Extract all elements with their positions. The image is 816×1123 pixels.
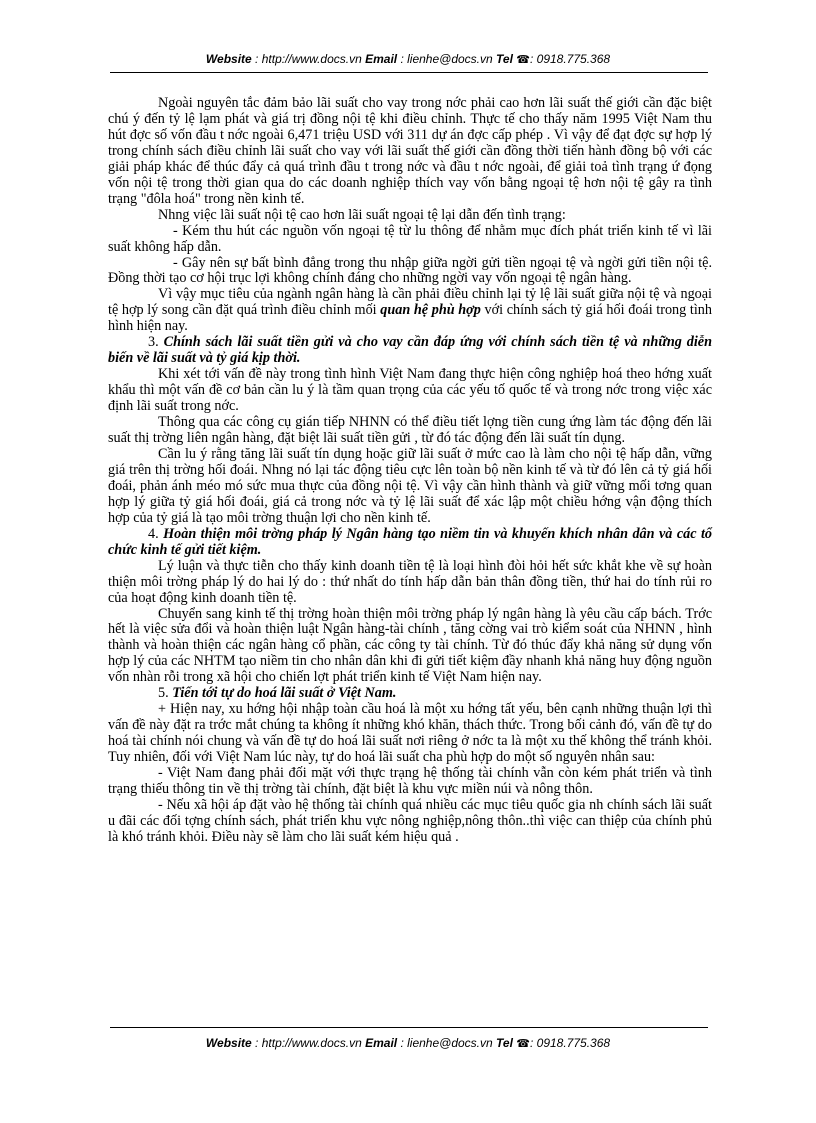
paragraph	[108, 287, 712, 335]
paragraph: + Hiện nay, xu hớng hội nhập toàn cầu hoá là một xu hớng tất yếu, bên cạnh những thuận lợi thì vấn đề này đặt ra trớc mắt chúng ta không ít những khó khăn, thách thức. Trong bối cảnh đó, vấn đề tự do hoá tài chính nói chung và vấn đề tự do hoá lãi suất nơi riêng ở nớc ta là một xu thế không thể tránh khỏi. Tuy nhiên, đối với Việt Nam lúc này, tự do hoá lãi suất cha phù hợp do một số nguyên nhân sau:	[108, 701, 712, 766]
paragraph: Chuyển sang kinh tế thị trờng hoàn thiện môi trờng pháp lý ngân hàng là yêu cầu cấp bách. Trớc hết là việc sửa đổi và hoàn thiện luật Ngân hàng-tài chính , tăng cờng vai trò kiểm soát của NHNN , hình thành và hoàn thiện các ngân hàng cổ phần, các công ty tài chính. Từ đó thúc đẩy khả năng sử dụng vốn hợp lý của các NHTM tạo niềm tin cho nhân dân khi đi gửi tiết kiệm đầy nhanh khả năng huy động nguồn vốn nhàn rỗi trong xã hội cho chiến lợt phát triển kinh tế Việt Nam hiện nay.	[108, 605, 712, 686]
footer-email-address: : lienhe@docs.vn	[397, 1036, 497, 1050]
header-website-url: : http://www.docs.vn	[251, 52, 366, 66]
phone-icon: ☎	[516, 1038, 530, 1050]
section-number: 5.	[158, 685, 173, 702]
paragraph-text: với chính sách tỷ giá hối đoái trong tình hình hiện nay.	[108, 302, 712, 335]
footer-rule	[110, 1027, 708, 1028]
footer-tel-label: Tel	[496, 1036, 513, 1050]
section-number: 4.	[148, 525, 164, 542]
paragraph: Lý luận và thực tiễn cho thấy kinh doanh tiền tệ là loại hình đòi hỏi hết sức khắt khe về sự hoàn thiện môi trờng pháp lý do hai lý do : thứ nhất do tính hấp dẫn bản thân đồng tiền, thứ hai do tính rủi ro của hoạt động kinh doanh tiền tệ.	[108, 557, 712, 606]
bullet-paragraph: - Nếu xã hội áp đặt vào hệ thống tài chính quá nhiều các mục tiêu quốc gia nh chính sách lãi suất u đãi các đối tợng chính sách, phát triển khu vực nông nghiệp,nông thôn..thì việc can thiệp của chính phủ là khó tránh khỏi. Điều này sẽ làm cho lãi suất kém hiệu quả .	[108, 796, 712, 845]
section-heading-3	[108, 335, 712, 367]
bullet-paragraph: - Việt Nam đang phải đối mặt với thực trạng hệ thống tài chính vẫn còn kém phát triển và tình trạng thiếu thông tin về thị trờng tài chính, đặt biệt là khu vực miền núi và nông thôn.	[108, 765, 712, 797]
header-tel-number: : 0918.775.368	[529, 52, 611, 66]
bullet-paragraph: - Gây nên sự bất bình đẳng trong thu nhập giữa ngời gửi tiền ngoại tệ và ngời gửi tiền nội tệ. Đồng thời tạo cơ hội trục lợi không chính đáng cho những ngời vay vốn ngoại tệ ngân hàng.	[108, 254, 712, 287]
page-header	[0, 52, 816, 66]
header-rule	[110, 72, 708, 73]
paragraph: Cần lu ý rằng tăng lãi suất tín dụng hoặc giữ lãi suất ở mức cao là làm cho nội tệ hấp dẫn, vững giá trên thị trờng hối đoái. Nhng nó lại tác động tiêu cực lên toàn bộ nền kinh tế và từ đó lên cả tỷ giá hối đoái, phản ánh méo mó sức mua thực của đồng nội tệ. Vì vậy cần hình thành và giữ vững mối tơng quan hợp lý giữa tỷ giá hối đoái, giá cả trong nớc và tỷ lệ lãi suất để xác lập một chiều hớng vận động thích hợp của tỷ giá là tạo môi trờng thuận lợi cho nền kinh tế.	[108, 445, 712, 526]
header-email-address: : lienhe@docs.vn	[397, 52, 497, 66]
header-tel-label: Tel	[496, 52, 513, 66]
footer-tel-number: : 0918.775.368	[529, 1036, 611, 1050]
paragraph: Nhng việc lãi suất nội tệ cao hơn lãi suất ngoại tệ lại dẫn đến tình trạng:	[158, 206, 566, 223]
footer-email-label: Email	[365, 1036, 398, 1050]
section-title: Chính sách lãi suất tiền gửi và cho vay cần đáp ứng với chính sách tiền tệ và những diễn biến về lãi suất và tỷ giá kịp thời.	[108, 334, 712, 367]
section-heading-4	[108, 527, 712, 559]
section-number: 3.	[148, 334, 164, 351]
footer-website-url: : http://www.docs.vn	[251, 1036, 366, 1050]
phone-icon: ☎	[516, 54, 530, 66]
paragraph: Ngoài nguyên tắc đảm bảo lãi suất cho vay trong nớc phải cao hơn lãi suất thế giới cần đặc biệt chú ý đến tỷ lệ lạm phát và giá trị đồng nội tệ khi điều chỉnh. Thực tế cho thấy năm 1995 Việt Nam thu hút đợc số vốn đầu t nớc ngoài 6,471 triệu USD với 311 dự án đợc cấp phép . Vì vậy để đạt đợc sự hợp lý trong chính sách điều chỉnh lãi suất cho vay với lãi suất thế giới cần đồng thời tiến hành đồng bộ với các giải pháp khác để thúc đẩy cả quá trình đầu t trong nớc và đầu t nớc ngoài, để giải toả tình trạng ứ đọng vốn nội tệ trong thời gian qua do các doanh nghiệp thích vay vốn bằng ngoại tệ hơn nội tệ gây ra tình trạng "đôla hoá" trong nền kinh tế.	[108, 95, 712, 207]
footer-website-label: Website	[205, 1036, 252, 1050]
header-email-label: Email	[365, 52, 398, 66]
section-heading-5	[108, 686, 712, 702]
emphasis-text: quan hệ phù hợp	[380, 302, 481, 319]
paragraph: Khi xét tới vấn đề này trong tình hình Việt Nam đang thực hiện công nghiệp hoá theo hớng xuất khẩu thì một vấn đề cơ bản cần lu ý là tầm quan trọng của các yếu tố quốc tế và trong nớc trong việc xác định lãi suất trong nớc.	[108, 366, 712, 415]
paragraph: Thông qua các công cụ gián tiếp NHNN có thể điều tiết lợng tiền cung ứng làm tác động đến lãi suất thị trờng liên ngân hàng, đặt biệt lãi suất tiền gửi , từ đó tác động đến lãi suất tín dụng.	[108, 414, 712, 447]
header-website-label: Website	[205, 52, 252, 66]
section-title: Tiến tới tự do hoá lãi suất ở Việt Nam.	[172, 685, 397, 702]
paragraph-text: Vì vậy mục tiêu của ngành ngân hàng là cần phải điều chỉnh lại tỷ lệ lãi suất giữa nội tệ và ngoại tệ hợp lý song cần đặt quá trình điều chỉnh mối	[108, 286, 712, 319]
section-title: Hoàn thiện môi trờng pháp lý Ngân hàng tạo niềm tin và khuyến khích nhân dân và các tổ chức kinh tế gửi tiết kiệm.	[108, 525, 712, 558]
page-footer	[0, 1036, 816, 1050]
document-body	[108, 96, 712, 846]
bullet-paragraph: - Kém thu hút các nguồn vốn ngoại tệ từ lu thông để nhằm mục đích phát triển kinh tế vì lãi suất không hấp dẫn.	[108, 222, 712, 255]
